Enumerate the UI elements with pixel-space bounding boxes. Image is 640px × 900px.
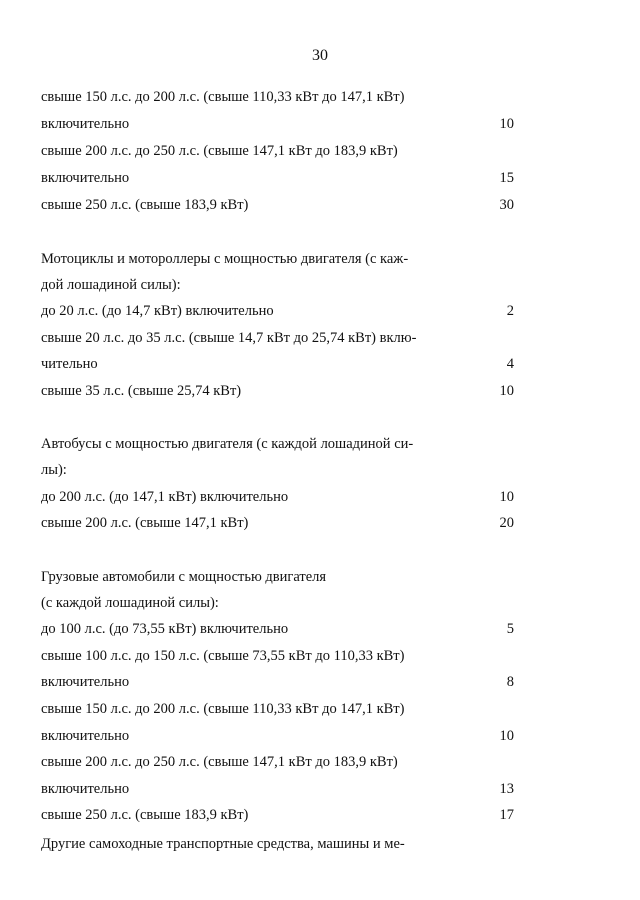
- text-line: до 20 л.с. (до 14,7 кВт) включительно: [41, 303, 274, 319]
- text-line: включительно: [41, 728, 130, 744]
- text-line: свыше 200 л.с. до 250 л.с. (свыше 147,1 кВт до 183,9 кВт): [41, 754, 398, 770]
- text-line: свыше 35 л.с. (свыше 25,74 кВт): [41, 383, 242, 399]
- page-number: 30: [312, 47, 328, 64]
- text-line: свыше 150 л.с. до 200 л.с. (свыше 110,33 кВт до 147,1 кВт): [41, 89, 405, 105]
- section-heading-line: Другие самоходные транспортные средства, машины и ме-: [41, 836, 405, 852]
- section-heading-line: дой лошадиной силы):: [41, 277, 181, 293]
- section-heading-line: (с каждой лошадиной силы):: [41, 595, 219, 611]
- text-line: свыше 250 л.с. (свыше 183,9 кВт): [41, 197, 249, 213]
- text-line: включительно: [41, 674, 130, 690]
- tax-rate: 20: [499, 515, 514, 531]
- text-line: свыше 20 л.с. до 35 л.с. (свыше 14,7 кВт до 25,74 кВт) вклю-: [41, 330, 417, 346]
- tax-rate: 15: [499, 170, 514, 186]
- tax-rate: 10: [499, 728, 514, 744]
- tax-rate: 4: [506, 356, 514, 372]
- text-line: чительно: [41, 356, 98, 372]
- tax-rate: 13: [499, 781, 514, 797]
- text-line: до 200 л.с. (до 147,1 кВт) включительно: [41, 489, 289, 505]
- tax-rate: 10: [499, 116, 514, 132]
- tax-rate: 10: [499, 383, 514, 399]
- text-line: до 100 л.с. (до 73,55 кВт) включительно: [41, 621, 289, 637]
- tax-rate: 2: [506, 303, 514, 319]
- section-heading-line: Автобусы с мощностью двигателя (с каждой лошадиной си-: [41, 436, 414, 452]
- section-heading-line: лы):: [41, 462, 67, 478]
- text-line: включительно: [41, 170, 130, 186]
- tax-rate: 8: [506, 674, 514, 690]
- text-line: включительно: [41, 116, 130, 132]
- section-heading-line: Грузовые автомобили с мощностью двигателя: [41, 569, 327, 585]
- text-line: свыше 200 л.с. (свыше 147,1 кВт): [41, 515, 249, 531]
- text-line: свыше 250 л.с. (свыше 183,9 кВт): [41, 807, 249, 823]
- tax-rate: 17: [499, 807, 514, 823]
- tax-rate: 10: [499, 489, 514, 505]
- text-line: свыше 200 л.с. до 250 л.с. (свыше 147,1 кВт до 183,9 кВт): [41, 143, 398, 159]
- section-heading-line: Мотоциклы и мотороллеры с мощностью двигателя (с каж-: [41, 251, 409, 267]
- tax-rate: 5: [506, 621, 514, 637]
- text-line: включительно: [41, 781, 130, 797]
- text-line: свыше 150 л.с. до 200 л.с. (свыше 110,33 кВт до 147,1 кВт): [41, 701, 405, 717]
- text-line: свыше 100 л.с. до 150 л.с. (свыше 73,55 кВт до 110,33 кВт): [41, 648, 405, 664]
- tax-rate: 30: [499, 197, 514, 213]
